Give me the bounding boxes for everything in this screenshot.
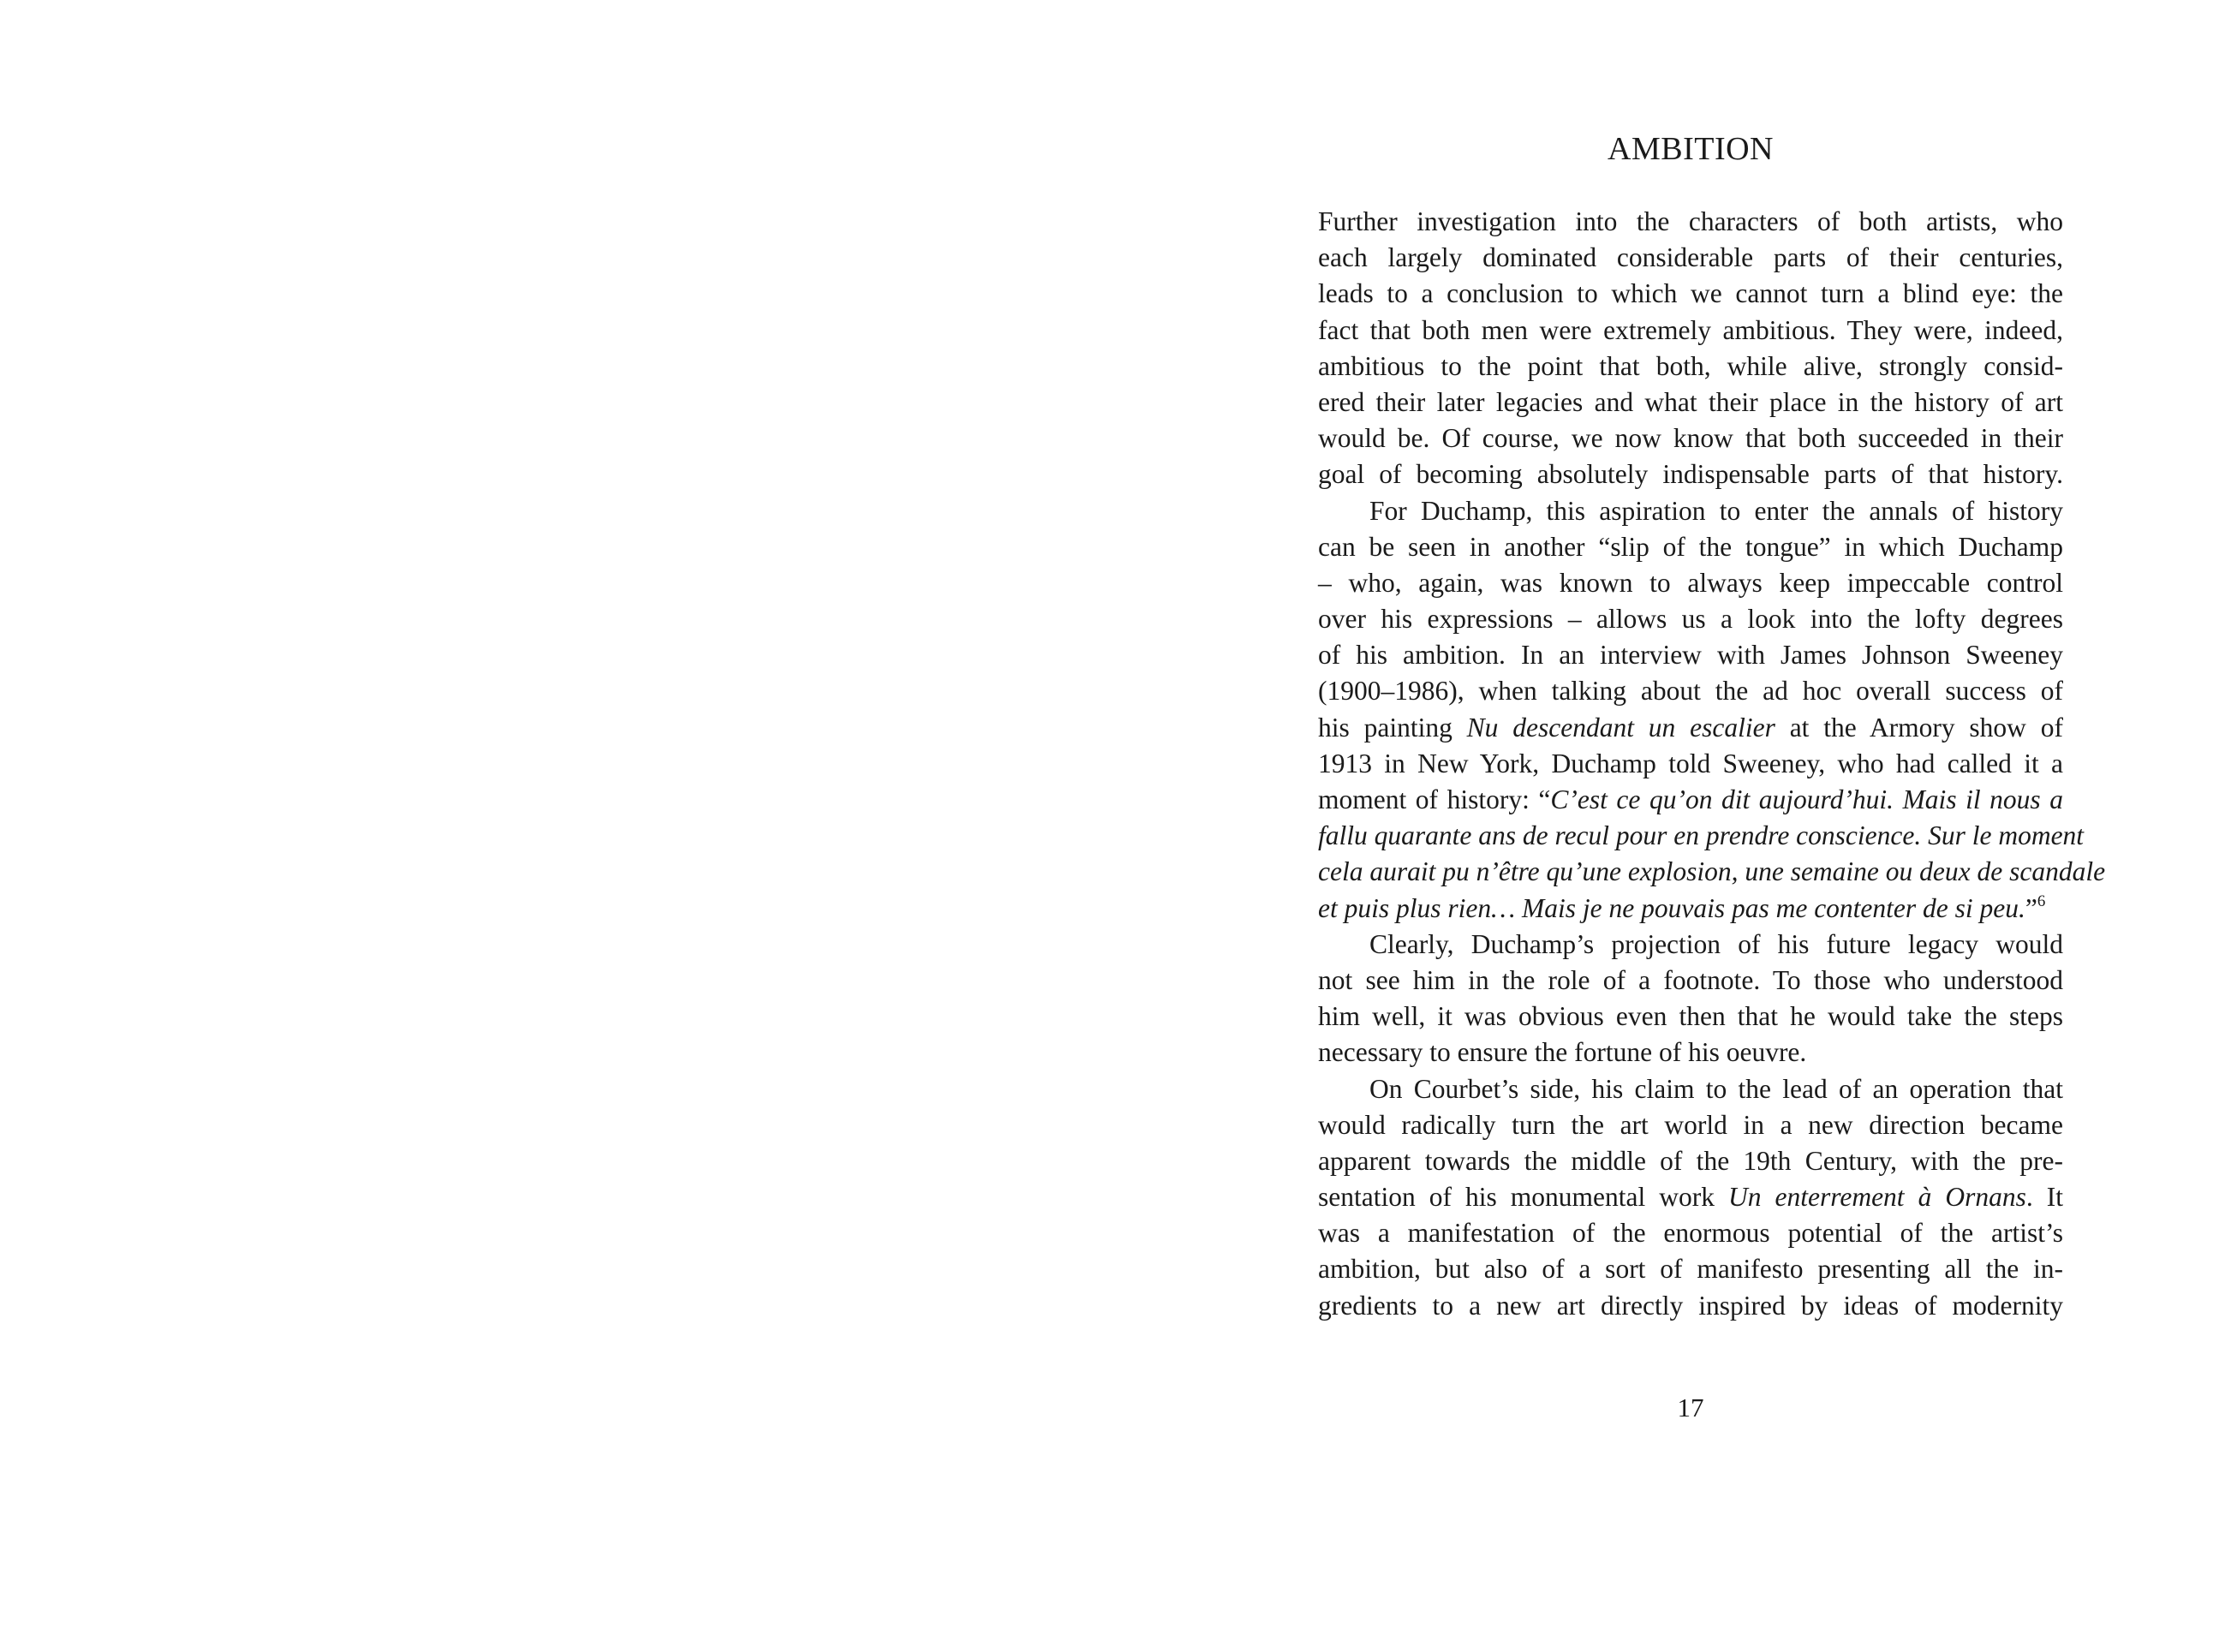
- blank-left-page: [0, 0, 1112, 1652]
- text-segment: ered their later legacies and what their place in the history of art: [1318, 386, 2063, 417]
- text-line: [1318, 565, 2063, 601]
- text-segment: gredients to a new art directly inspired by ideas of modernity: [1318, 1290, 2063, 1321]
- text-line: [1318, 927, 2063, 963]
- footnote-ref: 6: [2037, 892, 2046, 910]
- text-segment: On Courbet’s side, his claim to the lead of an operation that: [1369, 1073, 2063, 1104]
- italic-text: Nu descendant un escalier: [1466, 712, 1775, 743]
- text-segment: goal of becoming absolutely indispensable parts of that history.: [1318, 459, 2063, 490]
- text-segment: over his expressions – allows us a look into the lofty degrees: [1318, 604, 2063, 635]
- text-line: [1318, 782, 2063, 818]
- italic-text: cela aurait pu n’être qu’une explosion, une semaine ou deux de scandale: [1318, 856, 2106, 887]
- text-line: [1318, 963, 2063, 999]
- text-line: [1318, 1107, 2063, 1143]
- text-line: [1318, 1288, 2063, 1324]
- text-line: [1318, 1143, 2063, 1179]
- text-line: [1318, 637, 2063, 673]
- italic-text: fallu quarante ans de recul pour en prendre conscience. Sur le moment: [1318, 820, 2085, 851]
- text-line: [1318, 746, 2063, 782]
- text-segment: was a manifestation of the enormous potential of the artist’s: [1318, 1218, 2063, 1249]
- text-line: [1318, 240, 2063, 276]
- text-segment: moment of history: “: [1318, 784, 1551, 814]
- text-segment: For Duchamp, this aspiration to enter the annals of history: [1369, 495, 2063, 526]
- text-line: [1318, 204, 2063, 240]
- text-segment: would be. Of course, we now know that both succeeded in their: [1318, 423, 2063, 454]
- text-segment: apparent towards the middle of the 19th Century, with the pre-: [1318, 1145, 2063, 1176]
- italic-text: Un enterrement à Ornans: [1728, 1182, 2026, 1213]
- text-line: [1318, 1251, 2063, 1287]
- text-line: [1318, 493, 2063, 529]
- text-segment: Clearly, Duchamp’s projection of his future legacy would: [1369, 928, 2063, 959]
- text-line: [1318, 818, 2085, 854]
- italic-text: et puis plus rien… Mais je ne pouvais pas me contenter de si peu.: [1318, 892, 2025, 923]
- text-segment: ”: [2025, 892, 2037, 923]
- text-segment: not see him in the role of a footnote. To those who understood: [1318, 964, 2063, 995]
- text-segment: ambitious to the point that both, while alive, strongly consid-: [1318, 350, 2063, 381]
- body-text: [1318, 204, 2106, 1324]
- italic-text: C’est ce qu’on dit aujourd’hui. Mais il nous a: [1550, 784, 2064, 814]
- text-line: [1318, 349, 2063, 385]
- text-segment: sentation of his monumental work: [1318, 1182, 1729, 1213]
- text-line: [1318, 1179, 2063, 1215]
- text-line: [1318, 529, 2063, 565]
- text-segment: leads to a conclusion to which we cannot turn a blind eye: the: [1318, 278, 2063, 309]
- text-line: [1318, 1215, 2063, 1251]
- text-segment: ambition, but also of a sort of manifesto presenting all the in-: [1318, 1254, 2063, 1285]
- text-line: [1318, 313, 2063, 349]
- text-segment: at the Armory show of: [1775, 712, 2063, 743]
- text-segment: of his ambition. In an interview with James Johnson Sweeney: [1318, 640, 2063, 671]
- text-segment: (1900–1986), when talking about the ad hoc overall success of: [1318, 676, 2063, 707]
- text-line: [1318, 456, 2063, 492]
- text-segment: necessary to ensure the fortune of his oeuvre.: [1318, 1037, 1807, 1068]
- text-segment: his painting: [1318, 712, 1467, 743]
- text-line: [1318, 420, 2063, 456]
- text-segment: him well, it was obvious even then that he would take the steps: [1318, 1001, 2063, 1032]
- text-segment: fact that both men were extremely ambitious. They were, indeed,: [1318, 314, 2063, 345]
- text-line: [1318, 385, 2063, 420]
- text-line: [1318, 601, 2063, 637]
- text-segment: . It: [2025, 1182, 2063, 1213]
- text-segment: Further investigation into the characters of both artists, who: [1318, 206, 2063, 236]
- text-segment: can be seen in another “slip of the tongue” in which Duchamp: [1318, 531, 2063, 562]
- text-line: [1318, 1035, 2063, 1071]
- text-line: [1318, 854, 2106, 890]
- text-line: [1318, 710, 2063, 746]
- text-line: [1318, 276, 2063, 312]
- text-segment: each largely dominated considerable parts of their centuries,: [1318, 242, 2063, 273]
- text-segment: would radically turn the art world in a new direction became: [1318, 1109, 2063, 1140]
- text-line: [1318, 673, 2063, 709]
- text-line: [1318, 1071, 2063, 1107]
- text-segment: 1913 in New York, Duchamp told Sweeney, who had called it a: [1318, 748, 2063, 778]
- text-line: [1318, 999, 2063, 1035]
- page-number: 17: [1677, 1393, 1704, 1422]
- chapter-title: AMBITION: [1608, 131, 1774, 167]
- text-segment: – who, again, was known to always keep impeccable control: [1318, 567, 2063, 598]
- text-line: [1318, 891, 2063, 927]
